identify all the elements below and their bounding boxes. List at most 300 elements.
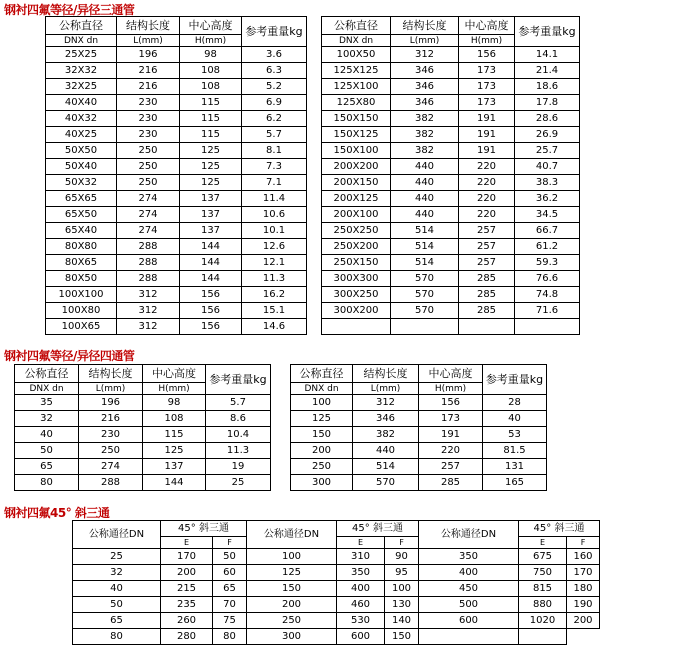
table-cell: 173 <box>419 411 483 427</box>
table-cell: 12.1 <box>242 255 307 271</box>
table-cell-empty <box>459 319 515 335</box>
table-cell: 6.2 <box>242 111 307 127</box>
column-subheader: L(mm) <box>353 383 419 395</box>
table-row <box>46 143 307 159</box>
table-cell: 346 <box>391 79 459 95</box>
table-cell: 220 <box>459 159 515 175</box>
table-cell: 220 <box>459 207 515 223</box>
table-cell: 125 <box>143 443 206 459</box>
column-header: 参考重量kg <box>483 365 547 395</box>
table-row <box>291 443 547 459</box>
table-cell: 250 <box>291 459 353 475</box>
column-header: 中心高度 <box>180 17 242 35</box>
table-cell: 25.7 <box>515 143 580 159</box>
table-cell: 250X200 <box>322 239 391 255</box>
table-cell: 32 <box>73 565 161 581</box>
table-cell: 150X125 <box>322 127 391 143</box>
table-cell: 40.7 <box>515 159 580 175</box>
table-cell: 125 <box>180 143 242 159</box>
table-cell: 65X65 <box>46 191 117 207</box>
table-cell: 80 <box>73 629 161 645</box>
table-cell: 165 <box>483 475 547 491</box>
table-cell: 250X150 <box>322 255 391 271</box>
table-cell: 50X32 <box>46 175 117 191</box>
table-row <box>15 411 271 427</box>
table-cell: 144 <box>143 475 206 491</box>
table-cell: 34.5 <box>515 207 580 223</box>
table-cell: 125X125 <box>322 63 391 79</box>
table-cell: 312 <box>117 303 180 319</box>
table-cell: 350 <box>419 549 519 565</box>
table-cell: 108 <box>143 411 206 427</box>
table-cell: 71.6 <box>515 303 580 319</box>
table-cell: 61.2 <box>515 239 580 255</box>
table-cell: 310 <box>337 549 385 565</box>
table-cell: 150X150 <box>322 111 391 127</box>
table-cell: 65 <box>73 613 161 629</box>
table-cell: 115 <box>143 427 206 443</box>
cross-table-right <box>290 364 547 491</box>
table-cell: 200X150 <box>322 175 391 191</box>
table-cell: 25 <box>73 549 161 565</box>
table-cell: 100 <box>385 581 419 597</box>
table-cell: 300 <box>247 629 337 645</box>
table-cell: 80X65 <box>46 255 117 271</box>
table-cell: 50 <box>15 443 79 459</box>
table-cell: 300X200 <box>322 303 391 319</box>
table-cell: 191 <box>459 127 515 143</box>
table-cell: 125X100 <box>322 79 391 95</box>
table-cell: 98 <box>180 47 242 63</box>
column-header: 结构长度 <box>79 365 143 383</box>
table-cell: 815 <box>519 581 567 597</box>
table-cell: 65X50 <box>46 207 117 223</box>
table-row <box>73 565 600 581</box>
table-cell: 257 <box>419 459 483 475</box>
table-cell: 32X32 <box>46 63 117 79</box>
table-cell: 215 <box>161 581 213 597</box>
table-cell: 36.2 <box>515 191 580 207</box>
column-header: 中心高度 <box>419 365 483 383</box>
table-row <box>322 287 580 303</box>
table-cell: 7.1 <box>242 175 307 191</box>
table-cell: 191 <box>419 427 483 443</box>
table-row <box>291 411 547 427</box>
table-cell: 80X50 <box>46 271 117 287</box>
table-cell: 257 <box>459 255 515 271</box>
dn-header: 公称通径DN <box>419 521 519 549</box>
table-cell: 346 <box>391 95 459 111</box>
table-row <box>46 207 307 223</box>
column-subheader: DNX dn <box>291 383 353 395</box>
column-header: 结构长度 <box>391 17 459 35</box>
table-cell: 10.4 <box>206 427 271 443</box>
column-subheader: DNX dn <box>46 35 117 47</box>
table-cell: 200 <box>247 597 337 613</box>
table-row <box>291 395 547 411</box>
table-cell: 10.6 <box>242 207 307 223</box>
table-cell: 216 <box>117 79 180 95</box>
table-row <box>73 597 600 613</box>
table-cell: 570 <box>391 303 459 319</box>
table-cell: 235 <box>161 597 213 613</box>
table-row <box>46 127 307 143</box>
angle-header: 45° 斜三通 <box>519 521 600 537</box>
table-row <box>46 175 307 191</box>
table-cell: 300X250 <box>322 287 391 303</box>
table-cell: 156 <box>180 303 242 319</box>
table-row <box>322 159 580 175</box>
table-cell: 32X25 <box>46 79 117 95</box>
table-cell: 190 <box>567 597 600 613</box>
table-cell: 6.9 <box>242 95 307 111</box>
table-cell: 150X100 <box>322 143 391 159</box>
table-row <box>46 79 307 95</box>
table-row <box>73 581 600 597</box>
table-cell: 230 <box>117 111 180 127</box>
column-header: 参考重量kg <box>242 17 307 47</box>
section-title-tee: 钢衬四氟等径/异径三通管 <box>4 3 135 17</box>
f-header: F <box>385 537 419 549</box>
table-cell: 137 <box>180 191 242 207</box>
table-cell: 50X40 <box>46 159 117 175</box>
table-cell: 98 <box>143 395 206 411</box>
table-cell: 173 <box>459 63 515 79</box>
table-cell: 156 <box>180 319 242 335</box>
table-row <box>322 191 580 207</box>
table-cell: 216 <box>79 411 143 427</box>
table-cell: 11.4 <box>242 191 307 207</box>
table-cell: 60 <box>213 565 247 581</box>
dn-header: 公称通径DN <box>247 521 337 549</box>
table-cell: 382 <box>391 127 459 143</box>
table-cell: 40 <box>73 581 161 597</box>
table-cell: 81.5 <box>483 443 547 459</box>
table-cell: 50 <box>73 597 161 613</box>
table-cell: 288 <box>117 271 180 287</box>
table-cell-empty <box>391 319 459 335</box>
table-cell: 346 <box>391 63 459 79</box>
column-subheader: L(mm) <box>391 35 459 47</box>
table-cell: 108 <box>180 63 242 79</box>
table-cell: 530 <box>337 613 385 629</box>
table-cell: 115 <box>180 95 242 111</box>
table-cell: 65X40 <box>46 223 117 239</box>
table-cell: 514 <box>391 223 459 239</box>
table-cell: 216 <box>117 63 180 79</box>
table-cell: 514 <box>391 239 459 255</box>
table-cell: 250 <box>79 443 143 459</box>
table-cell: 100X65 <box>46 319 117 335</box>
table-cell: 25 <box>206 475 271 491</box>
table-cell: 288 <box>117 239 180 255</box>
table-cell: 156 <box>419 395 483 411</box>
table-cell: 250 <box>117 159 180 175</box>
table-cell: 274 <box>117 191 180 207</box>
table-cell: 285 <box>459 303 515 319</box>
table-cell: 274 <box>79 459 143 475</box>
column-subheader: H(mm) <box>180 35 242 47</box>
table-cell: 28.6 <box>515 111 580 127</box>
table-row <box>15 475 271 491</box>
table-cell: 14.1 <box>515 47 580 63</box>
table-cell: 400 <box>337 581 385 597</box>
table-row <box>322 207 580 223</box>
table-cell: 10.1 <box>242 223 307 239</box>
table-cell: 125 <box>291 411 353 427</box>
table-cell: 750 <box>519 565 567 581</box>
table-row <box>46 159 307 175</box>
column-header: 公称直径 <box>291 365 353 383</box>
table-cell: 50X50 <box>46 143 117 159</box>
table-row <box>322 127 580 143</box>
column-header: 参考重量kg <box>206 365 271 395</box>
table-cell: 40X32 <box>46 111 117 127</box>
column-header: 参考重量kg <box>515 17 580 47</box>
table-cell: 440 <box>391 175 459 191</box>
table-cell: 285 <box>419 475 483 491</box>
table-row <box>322 47 580 63</box>
table-row <box>46 255 307 271</box>
table-cell: 19 <box>206 459 271 475</box>
angle-header: 45° 斜三通 <box>337 521 419 537</box>
table-cell: 285 <box>459 271 515 287</box>
table-row <box>322 271 580 287</box>
table-cell: 257 <box>459 223 515 239</box>
table-cell: 200 <box>291 443 353 459</box>
table-cell: 200 <box>161 565 213 581</box>
table-cell: 28 <box>483 395 547 411</box>
table-row <box>46 303 307 319</box>
table-cell: 191 <box>459 111 515 127</box>
e-header: E <box>337 537 385 549</box>
table-cell <box>419 629 519 645</box>
column-subheader: L(mm) <box>79 383 143 395</box>
table-cell: 312 <box>117 319 180 335</box>
table-row <box>291 459 547 475</box>
table-cell: 382 <box>391 111 459 127</box>
table-cell: 200 <box>567 613 600 629</box>
table-cell: 125X80 <box>322 95 391 111</box>
table-cell: 100X50 <box>322 47 391 63</box>
table-cell: 288 <box>79 475 143 491</box>
table-cell: 100X80 <box>46 303 117 319</box>
table-cell: 17.8 <box>515 95 580 111</box>
f-header: F <box>213 537 247 549</box>
table-cell: 35 <box>15 395 79 411</box>
table-cell: 570 <box>353 475 419 491</box>
table-cell: 382 <box>353 427 419 443</box>
table-cell: 59.3 <box>515 255 580 271</box>
table-row <box>322 111 580 127</box>
table-cell: 173 <box>459 79 515 95</box>
table-cell: 450 <box>419 581 519 597</box>
column-header: 公称直径 <box>15 365 79 383</box>
table-cell: 200X200 <box>322 159 391 175</box>
table-cell: 115 <box>180 127 242 143</box>
table-cell: 570 <box>391 287 459 303</box>
table-cell: 12.6 <box>242 239 307 255</box>
table-row-empty <box>322 319 580 335</box>
table-cell: 144 <box>180 239 242 255</box>
table-cell: 100X100 <box>46 287 117 303</box>
table-cell: 250X250 <box>322 223 391 239</box>
table-cell: 21.4 <box>515 63 580 79</box>
table-row <box>46 271 307 287</box>
table-cell: 220 <box>459 175 515 191</box>
tee-table-left <box>45 16 307 335</box>
column-header: 公称直径 <box>46 17 117 35</box>
table-row <box>46 63 307 79</box>
table-cell: 80 <box>213 629 247 645</box>
table-cell: 3.6 <box>242 47 307 63</box>
table-cell-empty <box>322 319 391 335</box>
table-cell: 150 <box>247 581 337 597</box>
table-cell: 288 <box>117 255 180 271</box>
table-cell: 32 <box>15 411 79 427</box>
table-cell: 74.8 <box>515 287 580 303</box>
column-subheader: H(mm) <box>419 383 483 395</box>
table-cell: 514 <box>353 459 419 475</box>
section-title-lateral: 钢衬四氟45° 斜三通 <box>4 506 110 520</box>
table-cell: 5.7 <box>206 395 271 411</box>
table-cell: 131 <box>483 459 547 475</box>
table-cell: 440 <box>353 443 419 459</box>
table-cell: 18.6 <box>515 79 580 95</box>
table-cell: 11.3 <box>206 443 271 459</box>
table-row <box>322 223 580 239</box>
table-cell: 65 <box>213 581 247 597</box>
table-cell: 144 <box>180 255 242 271</box>
table-cell: 125 <box>180 159 242 175</box>
table-cell: 250 <box>117 175 180 191</box>
table-cell: 130 <box>385 597 419 613</box>
table-cell: 108 <box>180 79 242 95</box>
table-cell: 285 <box>459 287 515 303</box>
table-row <box>46 223 307 239</box>
table-cell: 7.3 <box>242 159 307 175</box>
table-cell: 156 <box>180 287 242 303</box>
table-cell: 125 <box>247 565 337 581</box>
column-header: 中心高度 <box>143 365 206 383</box>
table-cell: 66.7 <box>515 223 580 239</box>
table-cell: 346 <box>353 411 419 427</box>
table-cell: 150 <box>385 629 419 645</box>
table-cell: 137 <box>143 459 206 475</box>
column-subheader: L(mm) <box>117 35 180 47</box>
table-row <box>291 427 547 443</box>
column-subheader: H(mm) <box>459 35 515 47</box>
table-cell: 280 <box>161 629 213 645</box>
table-cell: 156 <box>459 47 515 63</box>
table-cell: 170 <box>161 549 213 565</box>
column-header: 结构长度 <box>353 365 419 383</box>
table-cell: 300X300 <box>322 271 391 287</box>
table-cell: 300 <box>291 475 353 491</box>
lateral-table <box>72 520 600 645</box>
table-row <box>46 319 307 335</box>
table-cell: 400 <box>419 565 519 581</box>
table-row <box>322 239 580 255</box>
table-cell: 50 <box>213 549 247 565</box>
table-cell: 200X125 <box>322 191 391 207</box>
e-header: E <box>161 537 213 549</box>
table-cell: 75 <box>213 613 247 629</box>
column-header: 中心高度 <box>459 17 515 35</box>
table-cell: 5.7 <box>242 127 307 143</box>
table-cell: 514 <box>391 255 459 271</box>
table-cell: 570 <box>391 271 459 287</box>
table-cell: 196 <box>117 47 180 63</box>
table-cell: 220 <box>459 191 515 207</box>
table-cell-empty <box>567 629 600 645</box>
tee-table-right <box>321 16 580 335</box>
table-cell: 150 <box>291 427 353 443</box>
table-row <box>15 395 271 411</box>
table-cell: 675 <box>519 549 567 565</box>
table-row <box>322 175 580 191</box>
table-cell: 38.3 <box>515 175 580 191</box>
table-cell: 440 <box>391 207 459 223</box>
f-header: F <box>567 537 600 549</box>
table-cell: 95 <box>385 565 419 581</box>
table-row <box>46 239 307 255</box>
table-cell: 440 <box>391 191 459 207</box>
table-cell: 40 <box>483 411 547 427</box>
table-cell: 5.2 <box>242 79 307 95</box>
angle-header: 45° 斜三通 <box>161 521 247 537</box>
table-cell: 100 <box>291 395 353 411</box>
table-cell: 274 <box>117 223 180 239</box>
table-cell: 137 <box>180 207 242 223</box>
column-subheader: H(mm) <box>143 383 206 395</box>
table-cell: 230 <box>79 427 143 443</box>
table-cell: 220 <box>419 443 483 459</box>
table-row <box>46 111 307 127</box>
table-row <box>322 255 580 271</box>
table-cell: 1020 <box>519 613 567 629</box>
table-cell: 144 <box>180 271 242 287</box>
table-cell: 160 <box>567 549 600 565</box>
table-cell: 350 <box>337 565 385 581</box>
table-cell: 196 <box>79 395 143 411</box>
table-cell: 260 <box>161 613 213 629</box>
table-cell: 80 <box>15 475 79 491</box>
table-cell: 40 <box>15 427 79 443</box>
table-cell: 230 <box>117 127 180 143</box>
table-cell: 76.6 <box>515 271 580 287</box>
table-cell: 14.6 <box>242 319 307 335</box>
table-row <box>322 303 580 319</box>
table-row <box>46 191 307 207</box>
table-cell: 137 <box>180 223 242 239</box>
table-cell-empty <box>515 319 580 335</box>
table-row <box>322 63 580 79</box>
table-cell: 600 <box>337 629 385 645</box>
table-cell <box>519 629 567 645</box>
table-cell: 230 <box>117 95 180 111</box>
table-cell: 880 <box>519 597 567 613</box>
table-cell: 53 <box>483 427 547 443</box>
column-header: 公称直径 <box>322 17 391 35</box>
table-cell: 170 <box>567 565 600 581</box>
table-row <box>73 629 600 645</box>
table-row <box>73 549 600 565</box>
table-cell: 382 <box>391 143 459 159</box>
table-row <box>15 443 271 459</box>
table-cell: 600 <box>419 613 519 629</box>
table-row <box>46 47 307 63</box>
